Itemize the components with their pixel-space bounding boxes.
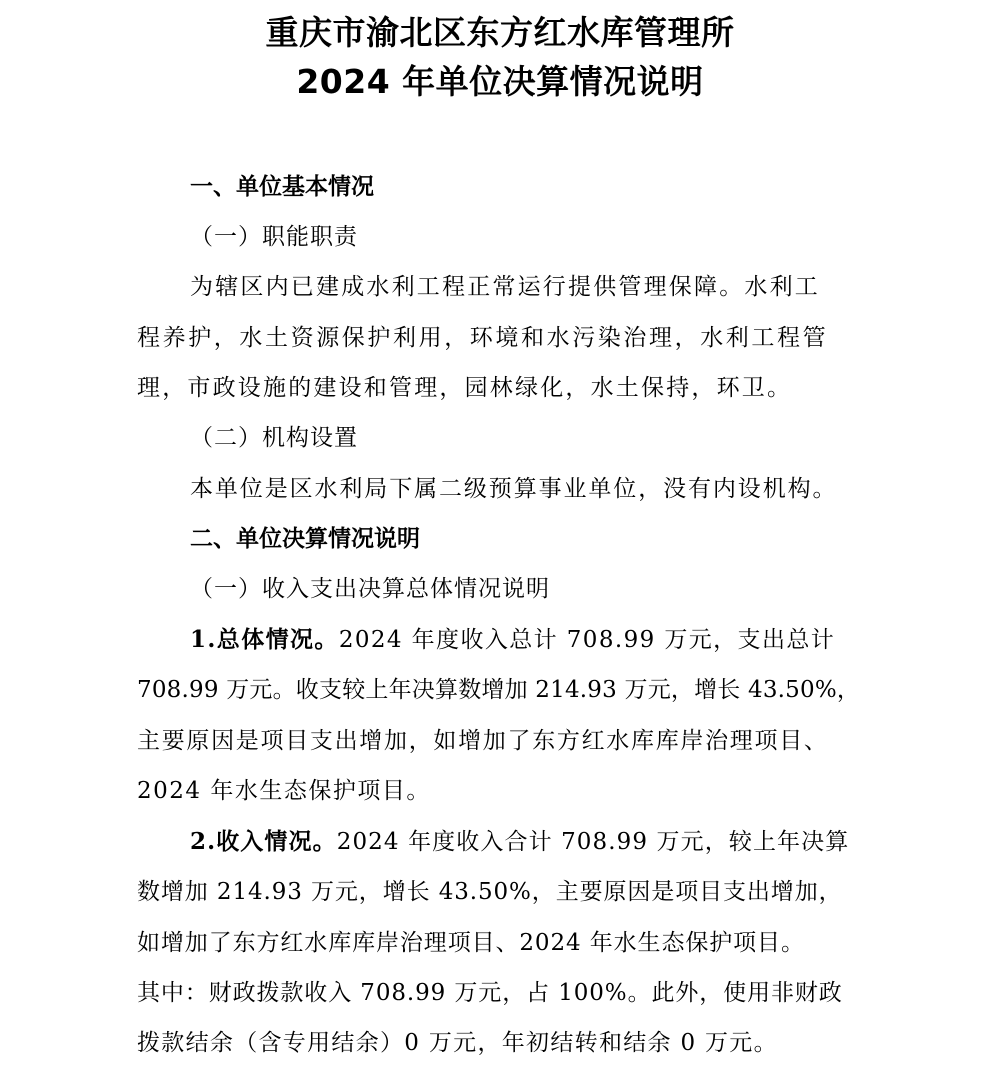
paragraph-line: 程养护，水土资源保护利用，环境和水污染治理，水利工程管 [137,325,829,351]
paragraph-text: 2024 年度收入总计 708.99 万元，支出总计 [338,627,836,653]
paragraph-lead: 1.总体情况。 [190,626,339,653]
section1-sub2-heading: （二）机构设置 [190,425,358,451]
paragraph-line: 其中：财政拨款收入 708.99 万元，占 100%。此外，使用非财政 [137,980,843,1006]
document-title-line2: 2024 年单位决算情况说明 [296,62,704,101]
section1-heading: 一、单位基本情况 [190,174,374,200]
paragraph-line: 拨款结余（含专用结余）0 万元，年初结转和结余 0 万元。 [137,1030,778,1056]
paragraph-line: 主要原因是项目支出增加，如增加了东方红水库库岸治理项目、 [137,728,829,754]
paragraph-line: 本单位是区水利局下属二级预算事业单位，没有内设机构。 [190,476,838,502]
paragraph-first-line [190,625,835,655]
paragraph-line: 2024 年水生态保护项目。 [137,778,431,804]
paragraph-first-line [190,827,849,857]
section2-sub1-heading: （一）收入支出决算总体情况说明 [190,576,550,602]
paragraph-lead: 2.收入情况。 [190,828,337,855]
document-title-line1: 重庆市渝北区东方红水库管理所 [265,13,735,52]
paragraph-line: 数增加 214.93 万元，增长 43.50%，主要原因是项目支出增加， [137,879,843,905]
section2-heading: 二、单位决算情况说明 [190,526,420,552]
section1-sub1-heading: （一）职能职责 [190,224,358,250]
paragraph-line: 708.99 万元。收支较上年决算数增加 214.93 万元，增长 43.50%， [137,677,861,703]
paragraph-line: 如增加了东方红水库库岸治理项目、2024 年水生态保护项目。 [137,930,805,956]
paragraph-line: 为辖区内已建成水利工程正常运行提供管理保障。水利工 [190,274,820,300]
paragraph-line: 理，市政设施的建设和管理，园林绿化，水土保持，环卫。 [137,375,793,401]
paragraph-text: 2024 年度收入合计 708.99 万元，较上年决算 [336,829,850,855]
